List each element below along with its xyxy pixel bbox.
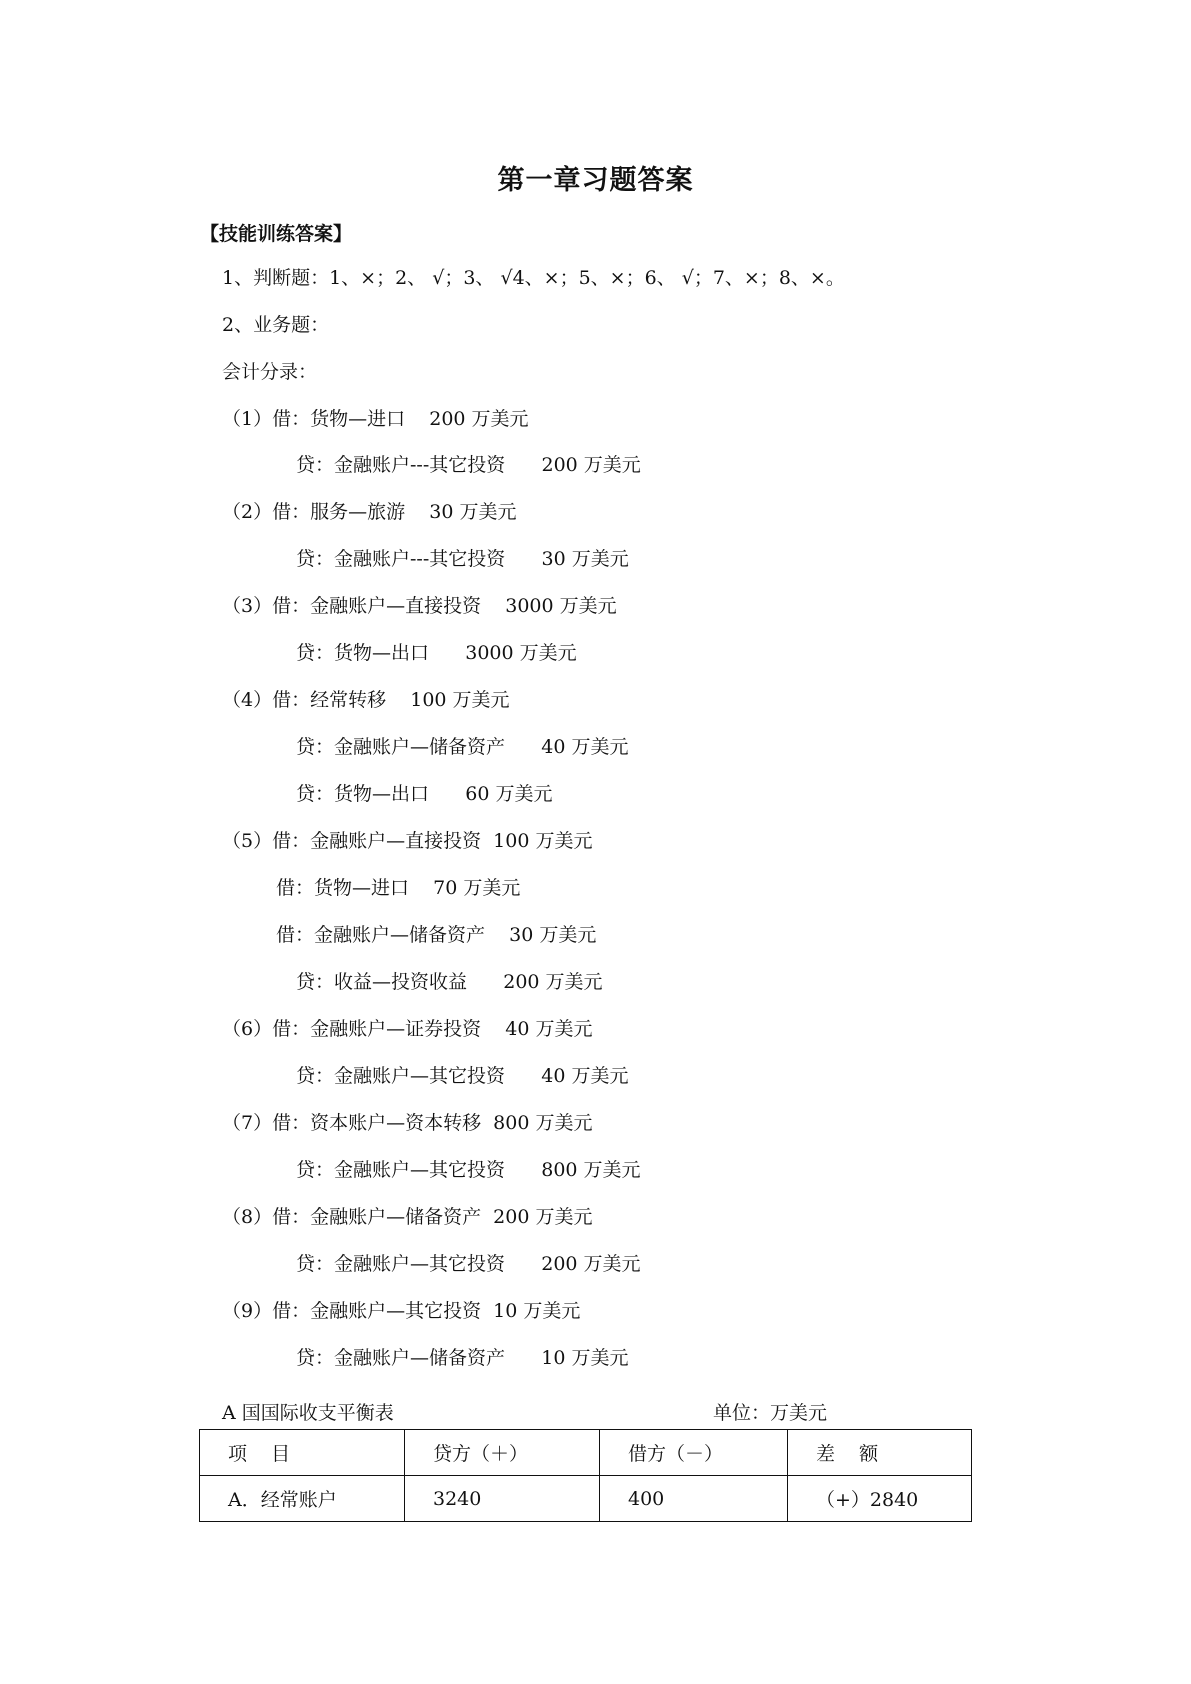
table-caption: A 国国际收支平衡表	[222, 1402, 394, 1424]
entry-line: 贷：金融账户---其它投资 30 万美元	[296, 548, 629, 570]
entry-line: 借：货物—进口 70 万美元	[276, 877, 521, 899]
balance-of-payments-table	[199, 1429, 972, 1522]
cell-balance: （+）2840	[788, 1476, 972, 1522]
entry-line: 贷：金融账户—其它投资 200 万美元	[296, 1253, 641, 1275]
entry-line: 贷：金融账户—其它投资 800 万美元	[296, 1159, 641, 1181]
cell-debit: 400	[600, 1476, 788, 1522]
entry-line: （4）借：经常转移 100 万美元	[222, 689, 510, 711]
entry-line: 贷：收益—投资收益 200 万美元	[296, 971, 603, 993]
entry-line: 贷：金融账户---其它投资 200 万美元	[296, 454, 641, 476]
entry-line: （2）借：服务—旅游 30 万美元	[222, 501, 517, 523]
entry-line: 贷：金融账户—储备资产 10 万美元	[296, 1347, 629, 1369]
entry-line: （6）借：金融账户—证券投资 40 万美元	[222, 1018, 593, 1040]
entry-line: （1）借：货物—进口 200 万美元	[222, 408, 529, 430]
judgment-answers: 1、判断题：1、×；2、 √；3、 √4、×；5、×；6、 √；7、×；8、×。	[222, 267, 845, 289]
section-heading: 【技能训练答案】	[200, 223, 353, 245]
header-item: 项 目	[200, 1430, 405, 1476]
cell-item: A．经常账户	[200, 1476, 405, 1522]
entry-line: 贷：货物—出口 3000 万美元	[296, 642, 577, 664]
header-balance: 差 额	[788, 1430, 972, 1476]
cell-credit: 3240	[405, 1476, 600, 1522]
entry-line: （9）借：金融账户—其它投资 10 万美元	[222, 1300, 581, 1322]
entry-line: 贷：金融账户—储备资产 40 万美元	[296, 736, 629, 758]
page-title: 第一章习题答案	[497, 165, 694, 196]
entry-line: 贷：货物—出口 60 万美元	[296, 783, 553, 805]
entry-line: （5）借：金融账户—直接投资 100 万美元	[222, 830, 593, 852]
entry-line: 借：金融账户—储备资产 30 万美元	[276, 924, 597, 946]
header-debit: 借方（－）	[600, 1430, 788, 1476]
entry-line: （3）借：金融账户—直接投资 3000 万美元	[222, 595, 617, 617]
journal-entries-label: 会计分录：	[222, 361, 318, 383]
entry-line: 贷：金融账户—其它投资 40 万美元	[296, 1065, 629, 1087]
table-row	[200, 1476, 972, 1522]
entry-line: （8）借：金融账户—储备资产 200 万美元	[222, 1206, 593, 1228]
header-credit: 贷方（＋）	[405, 1430, 600, 1476]
entry-line: （7）借：资本账户—资本转移 800 万美元	[222, 1112, 593, 1134]
table-header-row	[200, 1430, 972, 1476]
table-unit: 单位：万美元	[713, 1402, 828, 1424]
business-question-label: 2、业务题：	[222, 314, 330, 336]
